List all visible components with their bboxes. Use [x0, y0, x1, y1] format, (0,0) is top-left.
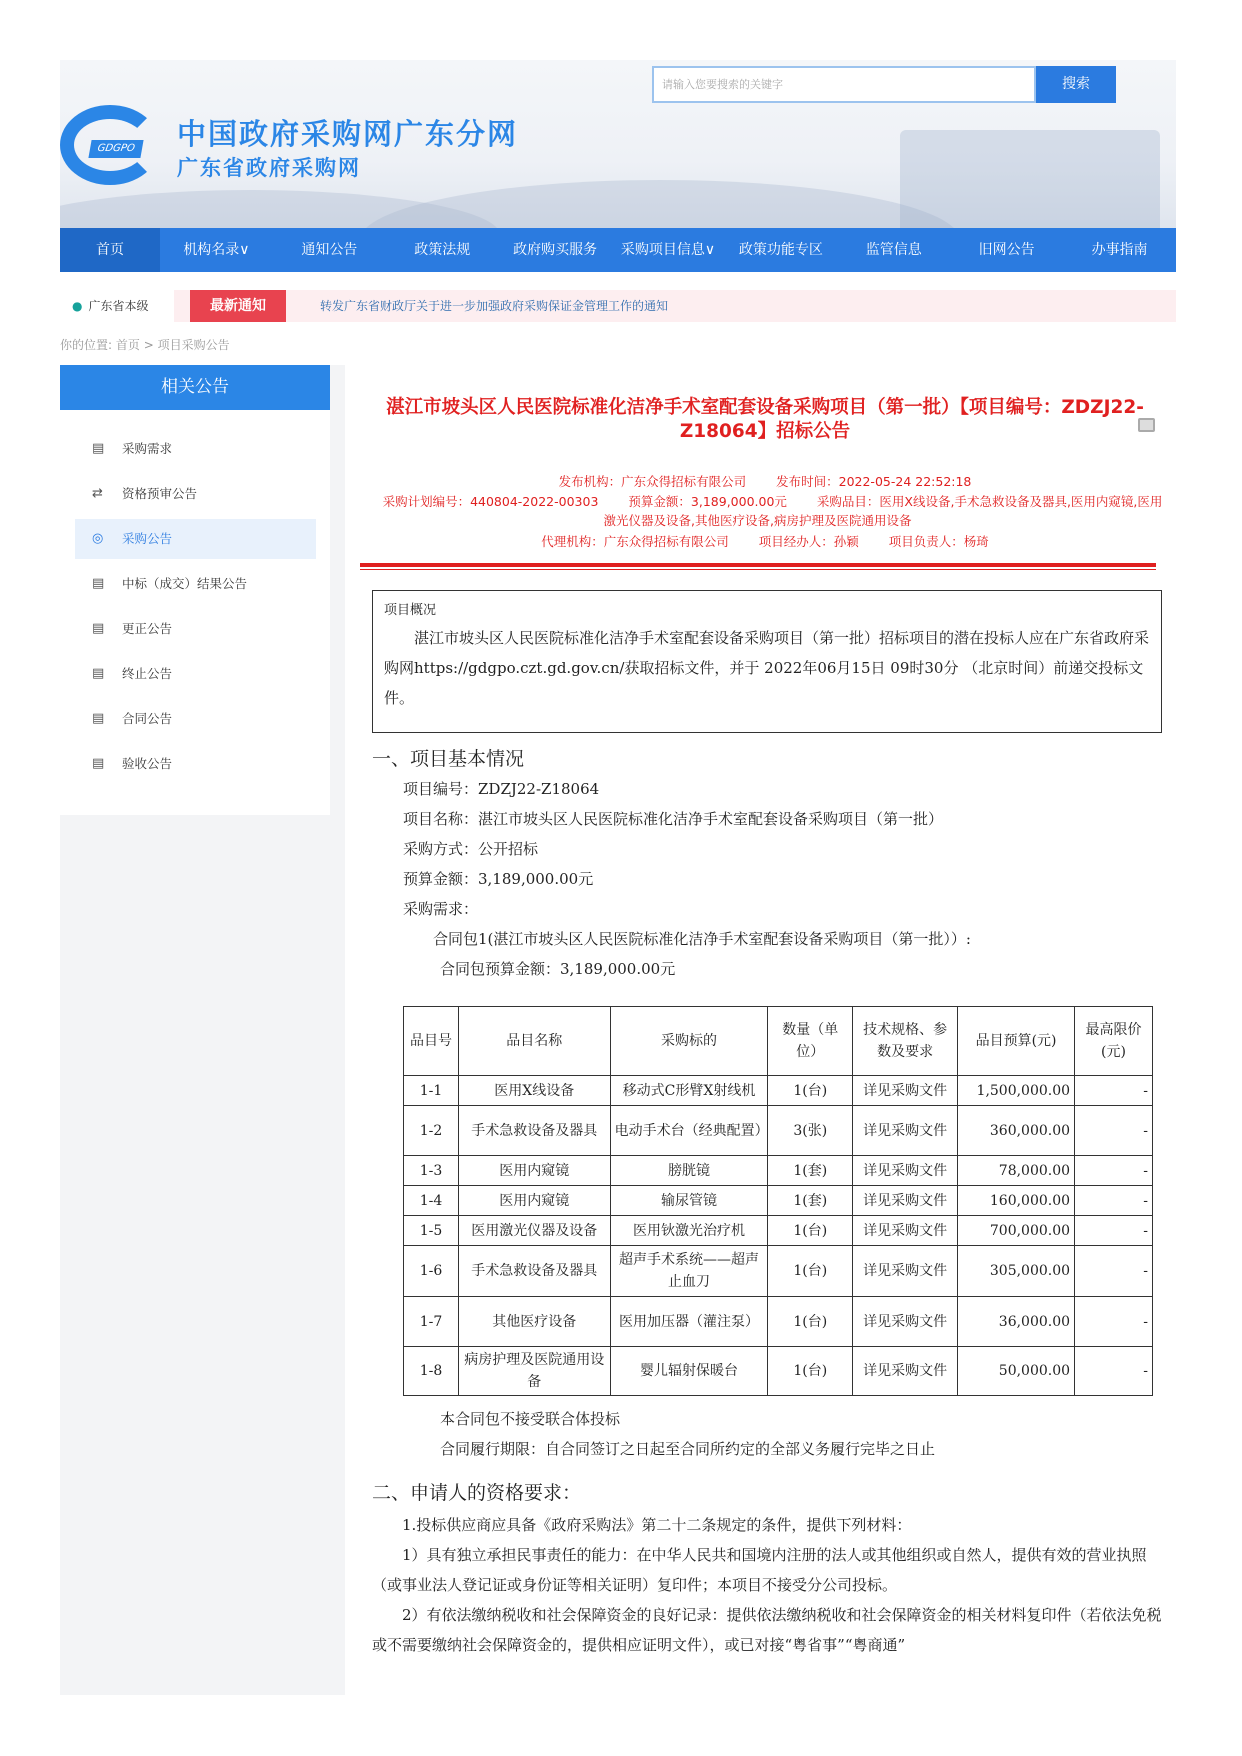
sidebar-item-label: 采购需求: [122, 441, 173, 456]
site-subtitle: 广东省政府采购网: [177, 156, 361, 180]
table-cell: 1-6: [404, 1246, 459, 1297]
sidebar-item-contract[interactable]: [75, 699, 316, 739]
sidebar-item-label: 终止公告: [122, 666, 173, 681]
table-cell: 305,000.00: [958, 1246, 1075, 1297]
nav-policies[interactable]: 政策法规: [414, 242, 471, 258]
city-skyline-decoration: [900, 130, 1160, 228]
requirement-1-1: 1）具有独立承担民事责任的能力：在中华人民共和国境内注册的法人或其他组织或自然人，提供有效的营业执照（或事业法人登记证或身份证等相关证明）复印件；本项目不接受分公司投标。: [372, 1546, 1147, 1594]
table-cell: 详见采购文件: [853, 1186, 958, 1216]
sidebar-item-label: 中标（成交）结果公告: [122, 576, 248, 591]
requirement-1: 1.投标供应商应具备《政府采购法》第二十二条规定的条件，提供下列材料：: [402, 1516, 912, 1534]
table-cell: 详见采购文件: [853, 1216, 958, 1246]
table-cell: 1(套): [768, 1186, 853, 1216]
table-row: [404, 1216, 1153, 1246]
region-selector[interactable]: [60, 290, 174, 322]
table-cell: 1-4: [404, 1186, 459, 1216]
table-header-row: [404, 1007, 1153, 1076]
table-cell: -: [1075, 1347, 1153, 1396]
meta-line-1: [365, 472, 1165, 491]
article-title: 湛江市坡头区人民医院标准化洁净手术室配套设备采购项目（第一批）【项目编号：ZDZJ22-Z18064】招标公告: [386, 397, 1144, 442]
table-cell: -: [1075, 1156, 1153, 1186]
mountain-decoration: [60, 190, 500, 228]
table-cell: 1-2: [404, 1106, 459, 1156]
table-cell: 详见采购文件: [853, 1156, 958, 1186]
table-row: [404, 1186, 1153, 1216]
handler: 项目经办人：孙颖: [758, 534, 859, 549]
meta-line-3: [365, 532, 1165, 551]
requirement-1-2: 2）有依法缴纳税收和社会保障资金的良好记录：提供依法缴纳税收和社会保障资金的相关材料复印件（若依法免税或不需要缴纳社会保障资金的，提供相应证明文件），或已对接“粤省事”“粤商通”: [372, 1606, 1162, 1654]
table-cell: 医用X线设备: [458, 1076, 610, 1106]
sidebar-item-correction[interactable]: [75, 609, 316, 649]
table-cell: 详见采购文件: [853, 1106, 958, 1156]
region-label: 广东省本级: [88, 299, 149, 313]
table-cell: 电动手术台（经典配置）: [610, 1106, 768, 1156]
table-cell: 1(台): [768, 1246, 853, 1297]
nav-gov-services[interactable]: 政府购买服务: [513, 242, 598, 258]
overview-label: 项目概况: [384, 603, 437, 618]
package-budget: 合同包预算金额：3,189,000.00元: [440, 960, 676, 978]
breadcrumb-current[interactable]: 项目采购公告: [157, 338, 230, 352]
table-row: [404, 1106, 1153, 1156]
table-row: [404, 1076, 1153, 1106]
table-cell: 1,500,000.00: [958, 1076, 1075, 1106]
sidebar-item-termination[interactable]: [75, 654, 316, 694]
table-cell: 详见采购文件: [853, 1246, 958, 1297]
table-cell: 1(套): [768, 1156, 853, 1186]
section-heading: 二、申请人的资格要求：: [372, 1482, 582, 1504]
table-cell: -: [1075, 1186, 1153, 1216]
table-cell: 1-8: [404, 1347, 459, 1396]
no-consortium-note: 本合同包不接受联合体投标: [440, 1410, 621, 1428]
table-cell: 婴儿辐射保暖台: [610, 1347, 768, 1396]
table-row: [404, 1246, 1153, 1297]
nav-notices[interactable]: 通知公告: [301, 242, 358, 258]
table-cell: 1(台): [768, 1347, 853, 1396]
plan-number: 采购计划编号：440804-2022-00303: [382, 494, 599, 509]
procurement-method: 采购方式：公开招标: [403, 840, 539, 858]
document-icon: ▤: [92, 441, 105, 456]
table-cell: 160,000.00: [958, 1186, 1075, 1216]
package-title: 合同包1(湛江市坡头区人民医院标准化洁净手术室配套设备采购项目（第一批））:: [433, 930, 971, 948]
budget-line: 预算金额：3,189,000.00元: [403, 870, 594, 888]
table-cell: 详见采购文件: [853, 1076, 958, 1106]
sidebar-item-label: 更正公告: [122, 621, 173, 636]
table-row: [404, 1297, 1153, 1347]
table-cell: 1(台): [768, 1216, 853, 1246]
table-cell: 病房护理及医院通用设备: [458, 1347, 610, 1396]
site-title: 中国政府采购网广东分网: [177, 117, 519, 151]
table-cell: 手术急救设备及器具: [458, 1106, 610, 1156]
sidebar-item-procurement[interactable]: [75, 519, 316, 559]
project-name: 项目名称：湛江市坡头区人民医院标准化洁净手术室配套设备采购项目（第一批）: [403, 810, 944, 828]
document-icon: ▤: [92, 666, 105, 681]
sidebar-item-result[interactable]: [75, 564, 316, 604]
column-header: 技术规格、参数及要求: [853, 1007, 958, 1076]
sidebar-item-label: 验收公告: [122, 756, 173, 771]
table-cell: 医用激光仪器及设备: [458, 1216, 610, 1246]
table-cell: 50,000.00: [958, 1347, 1075, 1396]
table-cell: 医用钬激光治疗机: [610, 1216, 768, 1246]
publish-time: 发布时间：2022-05-24 22:52:18: [776, 474, 972, 489]
table-cell: 医用内窥镜: [458, 1186, 610, 1216]
nav-supervision[interactable]: 监管信息: [865, 242, 922, 258]
notice-link[interactable]: 转发广东省财政厅关于进一步加强政府采购保证金管理工作的通知: [320, 299, 669, 313]
table-row: [404, 1347, 1153, 1396]
sidebar-item-label: 采购公告: [122, 531, 173, 546]
table-cell: 1-1: [404, 1076, 459, 1106]
table-cell: 1-7: [404, 1297, 459, 1347]
items-table: [403, 1006, 1153, 1396]
sidebar-item-acceptance[interactable]: [75, 744, 316, 784]
table-cell: 移动式C形臂X射线机: [610, 1076, 768, 1106]
table-cell: 1-3: [404, 1156, 459, 1186]
table-cell: 详见采购文件: [853, 1347, 958, 1396]
demand-label: 采购需求：: [403, 900, 479, 918]
table-cell: 详见采购文件: [853, 1297, 958, 1347]
publisher: 发布机构：广东众得招标有限公司: [558, 474, 747, 489]
table-cell: 700,000.00: [958, 1216, 1075, 1246]
nav-policy-zone[interactable]: 政策功能专区: [738, 242, 823, 258]
table-cell: 3(张): [768, 1106, 853, 1156]
sidebar-item-label: 资格预审公告: [122, 486, 198, 501]
categories: 采购品目：医用X线设备,手术急救设备及器具,医用内窥镜,医用激光仪器及设备,其他医疗设备,病房护理及医院通用设备: [603, 494, 1163, 528]
table-cell: -: [1075, 1297, 1153, 1347]
nav-home[interactable]: 首页: [60, 228, 160, 272]
table-cell: 其他医疗设备: [458, 1297, 610, 1347]
contract-term: 合同履行期限：自合同签订之日起至合同所约定的全部义务履行完毕之日止: [440, 1440, 936, 1458]
table-cell: -: [1075, 1246, 1153, 1297]
table-cell: 手术急救设备及器具: [458, 1246, 610, 1297]
agency: 代理机构：广东众得招标有限公司: [541, 534, 729, 549]
search-input[interactable]: 请输入您要搜索的关键字: [652, 66, 1036, 103]
project-number: 项目编号：ZDZJ22-Z18064: [403, 780, 600, 798]
table-cell: -: [1075, 1076, 1153, 1106]
breadcrumb-label: 你的位置:: [60, 338, 113, 352]
section-heading: 一、项目基本情况: [372, 748, 525, 770]
search-button[interactable]: 搜索: [1036, 66, 1116, 103]
table-row: [404, 1156, 1153, 1186]
document-icon: ▤: [92, 576, 105, 591]
main-nav: [60, 228, 1176, 272]
overview-text: 湛江市坡头区人民医院标准化洁净手术室配套设备采购项目（第一批）招标项目的潜在投标人应在广东省政府采购网https://gdgpo.czt.gd.gov.cn/获取招标文件，并于 2022年06月15日 09时30分 （北京时间）前递交投标文件。: [384, 629, 1150, 707]
location-pin-icon: ●: [72, 299, 83, 313]
table-cell: 膀胱镜: [610, 1156, 768, 1186]
document-icon: ▤: [92, 756, 105, 771]
sidebar-item-label: 合同公告: [122, 711, 173, 726]
divider: [360, 563, 1156, 567]
table-cell: 医用加压器（灌注泵）: [610, 1297, 768, 1347]
nav-directory[interactable]: 机构名录∨: [183, 242, 250, 258]
document-icon: ▤: [92, 621, 105, 636]
nav-project-info[interactable]: 采购项目信息∨: [620, 242, 716, 258]
table-cell: 医用内窥镜: [458, 1156, 610, 1186]
table-cell: 1-5: [404, 1216, 459, 1246]
sidebar-item-prequal[interactable]: [75, 474, 316, 514]
column-header: 品目预算(元): [958, 1007, 1075, 1076]
budget-amount: 预算金额：3,189,000.00元: [628, 494, 787, 509]
manager: 项目负责人：杨琦: [888, 534, 989, 549]
table-cell: -: [1075, 1106, 1153, 1156]
table-cell: 78,000.00: [958, 1156, 1075, 1186]
breadcrumb-home[interactable]: 首页: [115, 338, 140, 352]
table-cell: 超声手术系统——超声止血刀: [610, 1246, 768, 1297]
sidebar-item-demand[interactable]: [75, 429, 316, 469]
target-icon: ◎: [92, 531, 104, 546]
table-cell: 输尿管镜: [610, 1186, 768, 1216]
breadcrumb: [60, 336, 230, 353]
breadcrumb-sep: >: [143, 338, 154, 352]
column-header: 品目名称: [458, 1007, 610, 1076]
logo-badge: GDGPO: [88, 140, 143, 158]
column-header: 最高限价(元): [1075, 1007, 1153, 1076]
column-header: 品目号: [404, 1007, 459, 1076]
nav-guide[interactable]: 办事指南: [1091, 242, 1148, 258]
sidebar-title: 相关公告: [60, 365, 330, 410]
nav-old-notices[interactable]: 旧网公告: [978, 242, 1035, 258]
latest-notice-badge: 最新通知: [190, 290, 286, 322]
column-header: 数量（单位）: [768, 1007, 853, 1076]
divider: [360, 569, 1156, 570]
table-cell: -: [1075, 1216, 1153, 1246]
meta-line-2: [365, 492, 1165, 530]
column-header: 采购标的: [610, 1007, 768, 1076]
table-cell: 1(台): [768, 1297, 853, 1347]
swap-icon: ⇄: [92, 486, 103, 501]
table-cell: 1(台): [768, 1076, 853, 1106]
overview-box: [372, 590, 1162, 733]
print-icon[interactable]: [1138, 418, 1155, 432]
document-icon: ▤: [92, 711, 105, 726]
table-cell: 360,000.00: [958, 1106, 1075, 1156]
table-cell: 36,000.00: [958, 1297, 1075, 1347]
